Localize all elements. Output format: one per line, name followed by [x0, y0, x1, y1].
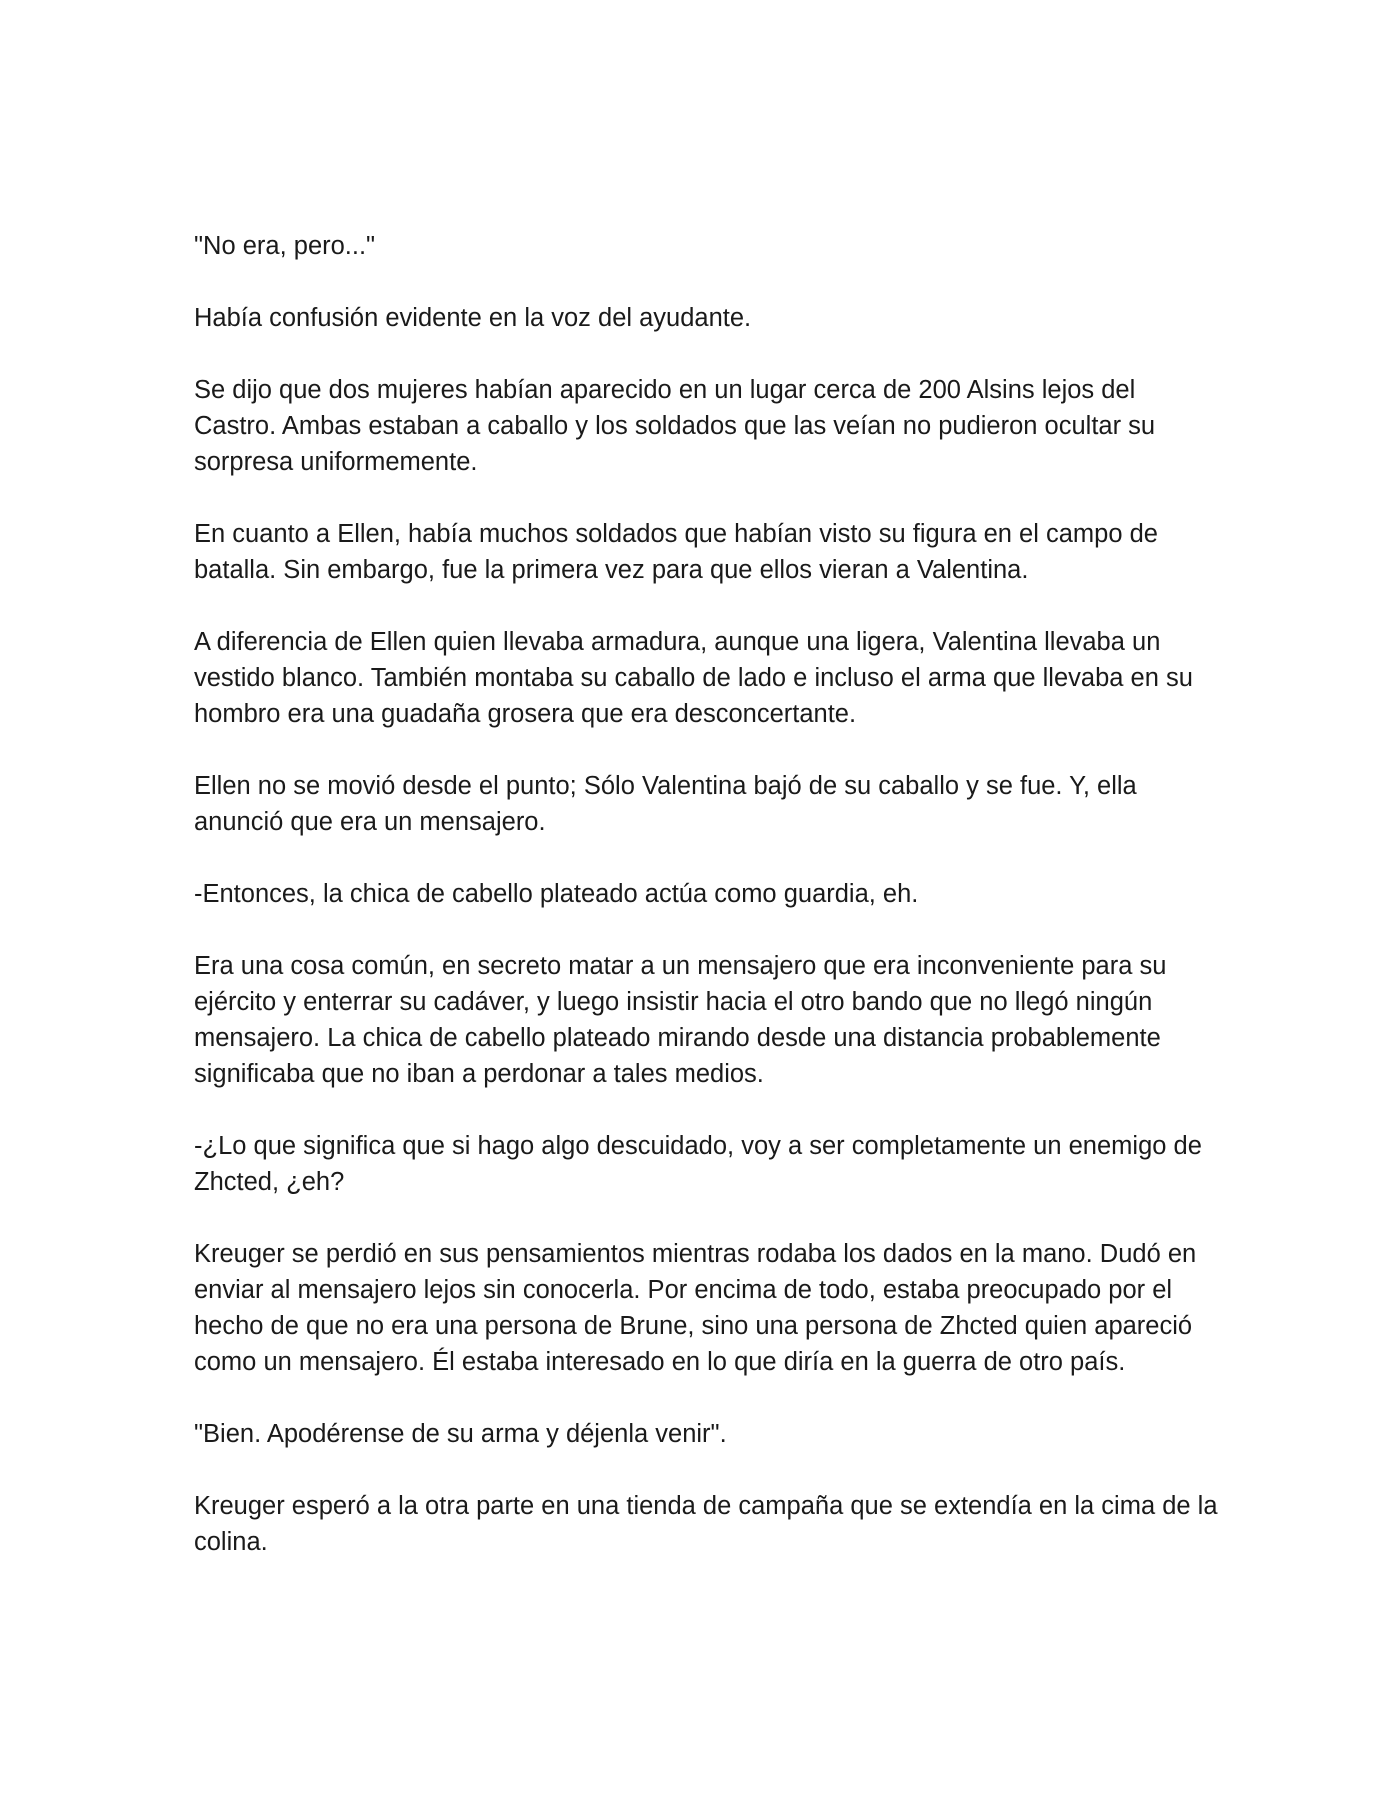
paragraph-2: Había confusión evidente en la voz del ayudante. [194, 304, 752, 332]
paragraph-11: "Bien. Apodérense de su arma y déjenla venir". [194, 1420, 727, 1448]
paragraph-9: -¿Lo que significa que si hago algo descuidado, voy a ser completamente un enemigo de Zhcted, ¿eh? [194, 1132, 1202, 1196]
paragraph-3: Se dijo que dos mujeres habían aparecido en un lugar cerca de 200 Alsins lejos del Castro. Ambas estaban a caballo y los soldados que las veían no pudieron ocultar su sorpresa uniformemente. [194, 376, 1156, 476]
paragraph-7: -Entonces, la chica de cabello plateado actúa como guardia, eh. [194, 880, 919, 908]
paragraph-12: Kreuger esperó a la otra parte en una tienda de campaña que se extendía en la cima de la colina. [194, 1492, 1218, 1556]
paragraph-8: Era una cosa común, en secreto matar a un mensajero que era inconveniente para su ejército y enterrar su cadáver, y luego insistir hacia el otro bando que no llegó ningún mensajero. La chica de cabello plateado mirando desde una distancia probablemente significaba que no iban a perdonar a tales medios. [194, 952, 1167, 1088]
paragraph-1: "No era, pero..." [194, 232, 376, 260]
paragraph-5: A diferencia de Ellen quien llevaba armadura, aunque una ligera, Valentina llevaba un vestido blanco. También montaba su caballo de lado e incluso el arma que llevaba en su hombro era una guadaña grosera que era desconcertante. [194, 628, 1193, 728]
paragraph-6: Ellen no se movió desde el punto; Sólo Valentina bajó de su caballo y se fue. Y, ella anunció que era un mensajero. [194, 772, 1137, 836]
paragraph-10: Kreuger se perdió en sus pensamientos mientras rodaba los dados en la mano. Dudó en enviar al mensajero lejos sin conocerla. Por encima de todo, estaba preocupado por el hecho de que no era una persona de Brune, sino una persona de Zhcted quien apareció como un mensajero. Él estaba interesado en lo que diría en la guerra de otro país. [194, 1240, 1197, 1376]
paragraph-4: En cuanto a Ellen, había muchos soldados que habían visto su figura en el campo de batalla. Sin embargo, fue la primera vez para que ellos vieran a Valentina. [194, 520, 1158, 584]
document-body [194, 228, 1224, 1596]
